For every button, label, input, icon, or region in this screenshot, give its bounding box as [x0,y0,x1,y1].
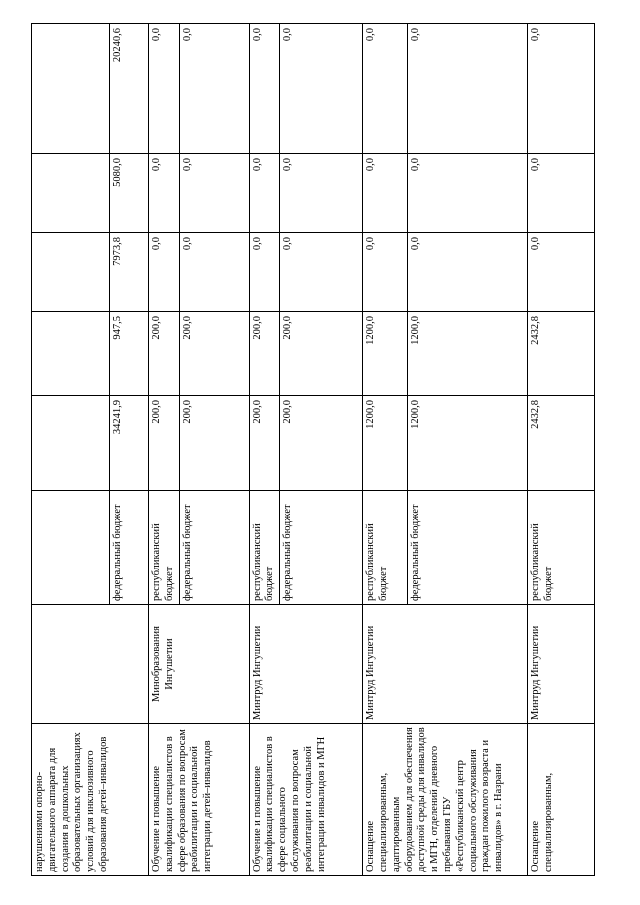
year1-cell: 2432,8 [528,312,595,396]
year1-cell: 1200,0 [363,312,408,396]
year4-cell: 0,0 [363,24,408,154]
source-cell [32,491,110,605]
activity-cell: Обучение и повышение квалификации специалистов в сфере образования по вопросам реабилитации и социальной интеграции детей–инвалидов [149,724,250,876]
total-cell: 34241,9 [110,396,149,491]
total-cell: 1200,0 [363,396,408,491]
source-cell: федеральный бюджет [408,491,528,605]
source-cell: республиканский бюджет [149,491,180,605]
total-cell: 200,0 [179,396,249,491]
budget-table [31,23,595,876]
year3-cell: 0,0 [249,154,280,233]
activity-cell: Оснащение специализированным, [528,724,595,876]
year1-cell [32,312,110,396]
year3-cell: 0,0 [363,154,408,233]
executor-cell [32,605,149,724]
total-cell: 200,0 [249,396,280,491]
year4-cell: 0,0 [408,24,528,154]
year4-cell: 20240,6 [110,24,149,154]
table-row [363,24,408,876]
year2-cell: 0,0 [280,233,363,312]
year4-cell: 0,0 [149,24,180,154]
total-cell: 2432,8 [528,396,595,491]
source-cell: республиканский бюджет [249,491,280,605]
year4-cell: 0,0 [280,24,363,154]
year1-cell: 1200,0 [408,312,528,396]
year1-cell: 200,0 [249,312,280,396]
year2-cell: 0,0 [249,233,280,312]
activity-cell: нарушениями опорно-двигательного аппарата для создания в дошкольных образовательных организациях условий для инклюзивного образования детей–инвалидов [32,724,149,876]
year4-cell: 0,0 [179,24,249,154]
executor-cell: Минтруд Ингушетии [528,605,595,724]
year2-cell [32,233,110,312]
table-row [249,24,280,876]
year1-cell: 200,0 [149,312,180,396]
year2-cell: 0,0 [179,233,249,312]
year2-cell: 0,0 [408,233,528,312]
year4-cell: 0,0 [528,24,595,154]
year3-cell [32,154,110,233]
total-cell: 200,0 [280,396,363,491]
year3-cell: 5080,0 [110,154,149,233]
total-cell: 1200,0 [408,396,528,491]
year4-cell: 0,0 [249,24,280,154]
total-cell: 200,0 [149,396,180,491]
source-cell: республиканский бюджет [528,491,595,605]
year1-cell: 200,0 [280,312,363,396]
year4-cell [32,24,110,154]
activity-cell: Оснащение специализированным, адаптированным оборудованием для обеспечения доступной среды для инвалидов и МГН, отделений дневного пребывания ГБУ «Республиканский центр социального обслуживания граждан пожилого возраста и инвалидов» в г. Назрани [363,724,528,876]
total-cell [32,396,110,491]
year3-cell: 0,0 [528,154,595,233]
year3-cell: 0,0 [408,154,528,233]
activity-cell: Обучение и повышение квалификации специалистов в сфере социального обслуживания по вопросам реабилитации и социальной интеграции инвалидов и МГН [249,724,363,876]
year2-cell: 0,0 [149,233,180,312]
year2-cell: 7973,8 [110,233,149,312]
year2-cell: 0,0 [528,233,595,312]
rotated-page [31,24,589,876]
year1-cell: 947,5 [110,312,149,396]
table-row [528,24,595,876]
table-row [149,24,180,876]
executor-cell: Минтруд Ингушетии [363,605,528,724]
source-cell: федеральный бюджет [110,491,149,605]
executor-cell: Минтруд Ингушетии [249,605,363,724]
year3-cell: 0,0 [179,154,249,233]
executor-cell: Минобразования Ингушетии [149,605,250,724]
table-row [32,24,110,876]
source-cell: федеральный бюджет [280,491,363,605]
year1-cell: 200,0 [179,312,249,396]
source-cell: республиканский бюджет [363,491,408,605]
year2-cell: 0,0 [363,233,408,312]
year3-cell: 0,0 [149,154,180,233]
source-cell: федеральный бюджет [179,491,249,605]
year3-cell: 0,0 [280,154,363,233]
